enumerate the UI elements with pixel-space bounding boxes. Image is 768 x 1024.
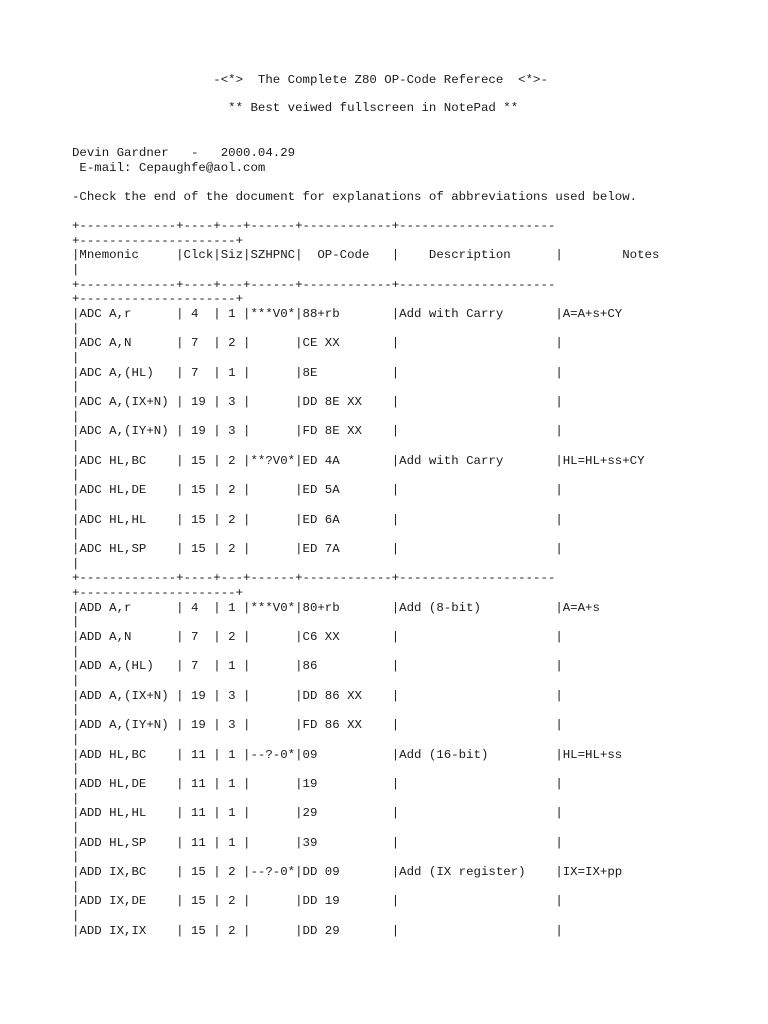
table-border: +---------------------+ bbox=[72, 234, 244, 248]
table-row-continuation: | bbox=[72, 498, 80, 512]
table-row: |ADC A,(HL) | 7 | 1 | |8E | | bbox=[72, 366, 563, 380]
author-line: Devin Gardner - 2000.04.29 bbox=[72, 146, 296, 160]
table-row: |ADD HL,BC | 11 | 1 |--?-0*|09 |Add (16-bit) |HL=HL+ss bbox=[72, 748, 623, 762]
table-row-continuation: | bbox=[72, 468, 80, 482]
table-row: |ADC HL,HL | 15 | 2 | |ED 6A | | bbox=[72, 513, 563, 527]
table-row: |ADD HL,SP | 11 | 1 | |39 | | bbox=[72, 836, 563, 850]
table-row: |ADD A,(HL) | 7 | 1 | |86 | | bbox=[72, 659, 563, 673]
table-row: |ADD A,N | 7 | 2 | |C6 XX | | bbox=[72, 630, 563, 644]
table-row-continuation: | bbox=[72, 674, 80, 688]
table-border: +---------------------+ bbox=[72, 586, 244, 600]
table-row-continuation: | bbox=[72, 850, 80, 864]
table-row: |ADC HL,DE | 15 | 2 | |ED 5A | | bbox=[72, 483, 563, 497]
table-row: |ADC A,N | 7 | 2 | |CE XX | | bbox=[72, 336, 563, 350]
table-row-continuation: | bbox=[72, 909, 80, 923]
table-row: |ADC HL,BC | 15 | 2 |**?V0*|ED 4A |Add with Carry |HL=HL+ss+CY bbox=[72, 454, 645, 468]
table-row: |ADC A,(IX+N) | 19 | 3 | |DD 8E XX | | bbox=[72, 395, 563, 409]
table-row-continuation: | bbox=[72, 762, 80, 776]
table-row: |ADD A,(IY+N) | 19 | 3 | |FD 86 XX | | bbox=[72, 718, 563, 732]
table-row-continuation: | bbox=[72, 821, 80, 835]
table-row: |ADD HL,HL | 11 | 1 | |29 | | bbox=[72, 806, 563, 820]
table-row-continuation: | bbox=[72, 410, 80, 424]
table-row: |ADD IX,IX | 15 | 2 | |DD 29 | | bbox=[72, 924, 563, 938]
table-border: +-------------+----+---+------+------------+--------------------- bbox=[72, 219, 556, 233]
email-line: E-mail: Cepaughfe@aol.com bbox=[72, 161, 266, 175]
table-row: |ADC A,(IY+N) | 19 | 3 | |FD 8E XX | | bbox=[72, 424, 563, 438]
note-line: -Check the end of the document for explanations of abbreviations used below. bbox=[72, 190, 638, 204]
table-border: +-------------+----+---+------+------------+--------------------- bbox=[72, 571, 556, 585]
table-row-continuation: | bbox=[72, 263, 80, 277]
table-header: |Mnemonic |Clck|Siz|SZHPNC| OP-Code | Description | Notes bbox=[72, 248, 660, 262]
table-row-continuation: | bbox=[72, 645, 80, 659]
table-row: |ADC HL,SP | 15 | 2 | |ED 7A | | bbox=[72, 542, 563, 556]
table-row-continuation: | bbox=[72, 322, 80, 336]
table-row-continuation: | bbox=[72, 557, 80, 571]
table-row-continuation: | bbox=[72, 351, 80, 365]
table-row-continuation: | bbox=[72, 439, 80, 453]
table-row-continuation: | bbox=[72, 880, 80, 894]
table-row-continuation: | bbox=[72, 527, 80, 541]
table-row-continuation: | bbox=[72, 703, 80, 717]
table-row: |ADD A,r | 4 | 1 |***V0*|80+rb |Add (8-bit) |A=A+s bbox=[72, 601, 600, 615]
doc-title: -<*> The Complete Z80 OP-Code Referece <*>- bbox=[72, 73, 548, 87]
table-row-continuation: | bbox=[72, 792, 80, 806]
doc-subtitle: ** Best veiwed fullscreen in NotePad ** bbox=[72, 101, 519, 115]
table-row-continuation: | bbox=[72, 733, 80, 747]
table-row: |ADD IX,DE | 15 | 2 | |DD 19 | | bbox=[72, 894, 563, 908]
table-row-continuation: | bbox=[72, 615, 80, 629]
table-border: +---------------------+ bbox=[72, 292, 244, 306]
table-border: +-------------+----+---+------+------------+--------------------- bbox=[72, 278, 556, 292]
table-row: |ADC A,r | 4 | 1 |***V0*|88+rb |Add with Carry |A=A+s+CY bbox=[72, 307, 623, 321]
table-row: |ADD A,(IX+N) | 19 | 3 | |DD 86 XX | | bbox=[72, 689, 563, 703]
table-row: |ADD HL,DE | 11 | 1 | |19 | | bbox=[72, 777, 563, 791]
table-row-continuation: | bbox=[72, 380, 80, 394]
table-row: |ADD IX,BC | 15 | 2 |--?-0*|DD 09 |Add (IX register) |IX=IX+pp bbox=[72, 865, 623, 879]
